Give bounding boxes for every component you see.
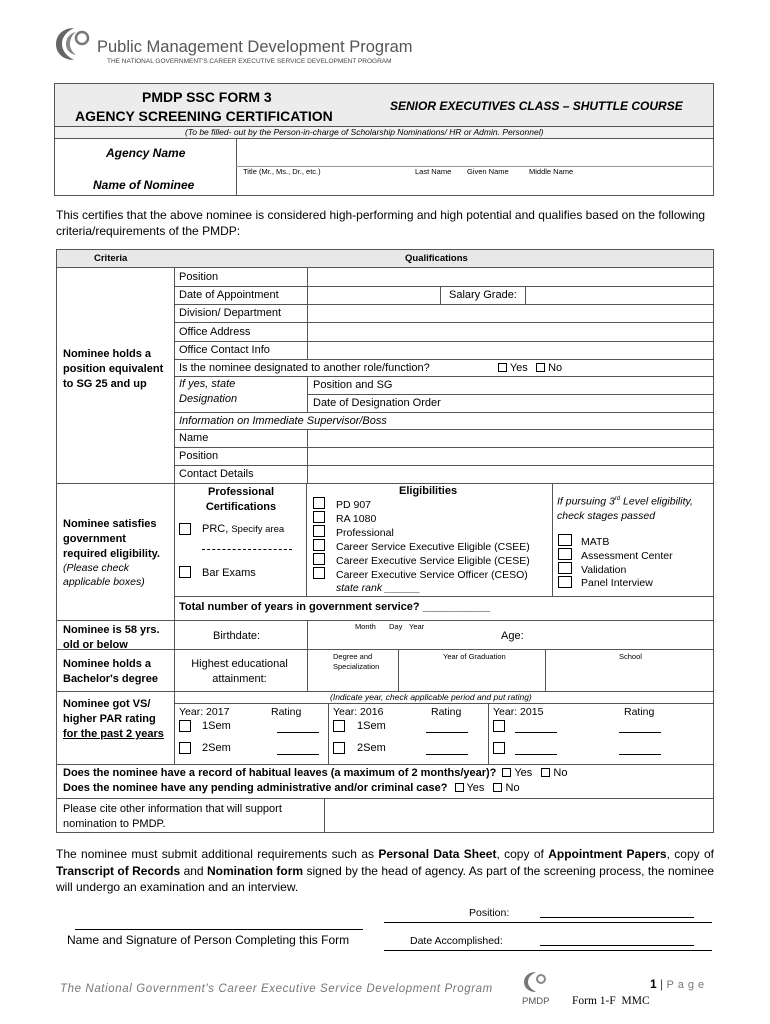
elig-item-4: Career Service Executive Eligible (CSEE)	[336, 541, 530, 553]
date-accomplished-label: Date Accomplished:	[410, 935, 503, 947]
2015-sem2-checkbox[interactable]	[493, 742, 505, 754]
qualifications-header: Qualifications	[405, 253, 468, 264]
pmdp-logo	[52, 24, 96, 64]
table-header-bg	[57, 250, 713, 267]
admin-question: Does the nominee have any pending administrative and/or criminal case? Yes No	[63, 782, 520, 794]
2017-sem2-checkbox[interactable]	[179, 742, 191, 754]
nominee-name-field[interactable]	[238, 178, 712, 195]
elig-item-2: RA 1080	[336, 513, 377, 525]
supervisor-info-label: Information on Immediate Supervisor/Boss	[179, 415, 387, 427]
rating-2016-label: Rating	[431, 706, 462, 718]
panel-checkbox[interactable]	[558, 576, 572, 588]
date-appointment-label: Date of Appointment	[179, 289, 279, 301]
elig-item-3: Professional	[336, 527, 394, 539]
highest-ed-label: Highest educational attainment:	[191, 658, 288, 685]
2015-sem1-input[interactable]	[515, 731, 557, 733]
no-checkbox[interactable]	[536, 363, 545, 372]
pmdp-logo-icon	[52, 24, 96, 64]
prc-area-input[interactable]	[202, 548, 292, 550]
admin-no-option[interactable]: No	[493, 782, 519, 794]
eligibilities-header: Eligibilities	[399, 485, 458, 497]
prc-label: PRC, Specify area	[202, 523, 285, 535]
stage-panel: Panel Interview	[581, 577, 653, 589]
specify-area-label: Specify area	[231, 524, 285, 535]
year-2017-label: Year: 2017	[179, 706, 230, 718]
salary-grade-label: Salary Grade:	[449, 289, 517, 301]
total-years-question: Total number of years in government service? ___________	[179, 601, 490, 613]
designated-yes-option[interactable]: Yes	[498, 362, 528, 374]
position-label: Position	[179, 271, 219, 283]
leaves-yes-option[interactable]: Yes	[502, 767, 532, 779]
birthdate-label: Birthdate:	[213, 630, 261, 642]
leaves-yes-checkbox[interactable]	[502, 768, 511, 777]
elig-checkbox-4[interactable]	[313, 539, 325, 551]
criterion-3-label: Nominee is 58 yrs. old or below	[63, 624, 160, 651]
2017-sem1-rating[interactable]	[277, 731, 319, 733]
bar-exams-checkbox[interactable]	[179, 566, 191, 578]
date-designation-label: Date of Designation Order	[313, 397, 441, 409]
stage-assessment: Assessment Center	[581, 550, 673, 562]
given-name-label: Given Name	[467, 167, 509, 176]
program-tagline: THE NATIONAL GOVERNMENT'S CAREER EXECUTIVE SERVICE DEVELOPMENT PROGRAM	[107, 58, 392, 65]
form-code: Form 1-F MMC	[572, 995, 650, 1007]
pmdp-footer-logo-icon	[522, 970, 552, 994]
criterion-4-label: Nominee holds a Bachelor's degree	[63, 658, 158, 685]
criterion-2-label: Nominee satisfies government required eligibility.	[63, 518, 160, 560]
middle-name-label: Middle Name	[529, 167, 574, 176]
designation-label: Designation	[179, 393, 238, 405]
leaves-no-option[interactable]: No	[541, 767, 567, 779]
criterion-5-label: Nominee got VS/ higher PAR rating for the past 2 years	[63, 698, 164, 740]
2015-sem1-rating[interactable]	[619, 731, 661, 733]
elig-item-6: Career Executive Service Officer (CESO)	[336, 569, 528, 581]
elig-checkbox-6[interactable]	[313, 567, 325, 579]
nominee-name-label: Name of Nominee	[93, 178, 195, 192]
signature-line[interactable]	[75, 929, 363, 930]
last-name-label: Last Name	[415, 167, 452, 176]
2015-sem2-rating[interactable]	[619, 753, 661, 755]
bar-exams-label: Bar Exams	[202, 567, 256, 579]
designated-question: Is the nominee designated to another role/function?	[179, 362, 430, 374]
par-note: (Indicate year, check applicable period and put rating)	[330, 692, 532, 702]
footer-logo-text: PMDP	[522, 996, 550, 1007]
year-2015-label: Year: 2015	[493, 706, 544, 718]
agency-name-field[interactable]	[238, 140, 712, 165]
rating-2015-label: Rating	[624, 706, 655, 718]
prof-cert-header: Professional Certifications	[205, 486, 277, 513]
elig-item-5: Career Executive Service Eligible (CESE)	[336, 555, 530, 567]
criterion-2-note: (Please check applicable boxes)	[63, 562, 145, 588]
admin-no-checkbox[interactable]	[493, 783, 502, 792]
designated-no-option[interactable]: No	[536, 362, 562, 374]
2016-sem2-checkbox[interactable]	[333, 742, 345, 754]
other-info-field[interactable]	[326, 800, 712, 831]
school-label: School	[619, 652, 642, 661]
signature-label: Name and Signature of Person Completing this Form	[67, 933, 350, 947]
office-contact-label: Office Contact Info	[179, 344, 270, 356]
2017-sem2-rating[interactable]	[277, 753, 319, 755]
intro-text: This certifies that the above nominee is considered high-performing and high potential and qualifies based on the following criteria/requirements of the PMDP:	[56, 208, 706, 238]
admin-yes-option[interactable]: Yes	[455, 782, 485, 794]
prc-checkbox[interactable]	[179, 523, 191, 535]
2016-sem1-label: 1Sem	[357, 720, 386, 732]
elig-item-1: PD 907	[336, 499, 372, 511]
page-number: 1 | P a g e	[650, 977, 705, 991]
2017-sem1-checkbox[interactable]	[179, 720, 191, 732]
title-label: Title (Mr., Ms., Dr., etc.)	[243, 167, 321, 176]
day-label: Day	[389, 622, 403, 631]
year-grad-label: Year of Graduation	[443, 652, 506, 661]
stage-matb: MATB	[581, 536, 610, 548]
leaves-question: Does the nominee have a record of habitual leaves (a maximum of 2 months/year)? Yes No	[63, 767, 568, 779]
leaves-no-checkbox[interactable]	[541, 768, 550, 777]
criteria-header: Criteria	[94, 253, 128, 264]
assessment-checkbox[interactable]	[558, 548, 572, 560]
closing-paragraph: The nominee must submit additional requirements such as Personal Data Sheet, copy of Appointment Papers, copy of Transcript of Records and Nomination form signed by the head of agency. As part of the screening process, the nominee will undergo an examination and an interview.	[56, 847, 714, 894]
2017-sem2-label: 2Sem	[202, 742, 231, 754]
footer-tagline: The National Government's Career Executive Service Development Program	[60, 983, 493, 995]
supervisor-contact-label: Contact Details	[179, 468, 254, 480]
agency-name-label: Agency Name	[106, 146, 186, 160]
2016-sem1-checkbox[interactable]	[333, 720, 345, 732]
year-2016-label: Year: 2016	[333, 706, 384, 718]
2016-sem2-label: 2Sem	[357, 742, 386, 754]
position-sig-label: Position:	[469, 907, 510, 919]
year-label: Year	[409, 622, 425, 631]
elig-checkbox-5[interactable]	[313, 553, 325, 565]
state-rank-label: state rank ______	[336, 582, 421, 594]
yes-checkbox[interactable]	[498, 363, 507, 372]
division-label: Division/ Department	[179, 307, 282, 319]
position-sg-label: Position and SG	[313, 379, 393, 391]
third-level-note: If pursuing 3rd Level eligibility, check stages passed	[557, 495, 693, 522]
date-accomplished-input[interactable]	[540, 944, 694, 946]
stage-validation: Validation	[581, 564, 627, 576]
elig-checkbox-1[interactable]	[313, 497, 325, 509]
degree-label: Degree and Specialization	[333, 652, 380, 671]
other-info-label: Please cite other information that will support nomination to PMDP.	[63, 803, 282, 830]
matb-checkbox[interactable]	[558, 534, 572, 546]
form-title: AGENCY SCREENING CERTIFICATION	[75, 108, 333, 124]
rating-2017-label: Rating	[271, 706, 302, 718]
program-name: Public Management Development Program	[97, 38, 413, 56]
2015-sem2-input[interactable]	[515, 753, 557, 755]
office-address-label: Office Address	[179, 326, 251, 338]
2016-sem1-rating[interactable]	[426, 731, 468, 733]
criterion-1-label: Nominee holds a position equivalent to SG 25 and up	[63, 348, 164, 390]
validation-checkbox[interactable]	[558, 562, 572, 574]
2016-sem2-rating[interactable]	[426, 753, 468, 755]
age-label: Age:	[501, 630, 524, 642]
position-sig-input[interactable]	[540, 916, 694, 918]
form-instruction: (To be filled- out by the Person-in-charge of Scholarship Nominations/ HR or Admin. Personnel)	[185, 127, 544, 137]
supervisor-position-label: Position	[179, 450, 219, 462]
form-number: PMDP SSC FORM 3	[142, 89, 272, 105]
footer-logo	[522, 970, 552, 994]
supervisor-name-label: Name	[179, 432, 209, 444]
2017-sem1-label: 1Sem	[202, 720, 231, 732]
elig-checkbox-2[interactable]	[313, 511, 325, 523]
elig-checkbox-3[interactable]	[313, 525, 325, 537]
2015-sem1-checkbox[interactable]	[493, 720, 505, 732]
month-label: Month	[355, 622, 376, 631]
admin-yes-checkbox[interactable]	[455, 783, 464, 792]
course-title: SENIOR EXECUTIVES CLASS – SHUTTLE COURSE	[390, 99, 683, 113]
if-yes-label: If yes, state	[179, 378, 236, 390]
